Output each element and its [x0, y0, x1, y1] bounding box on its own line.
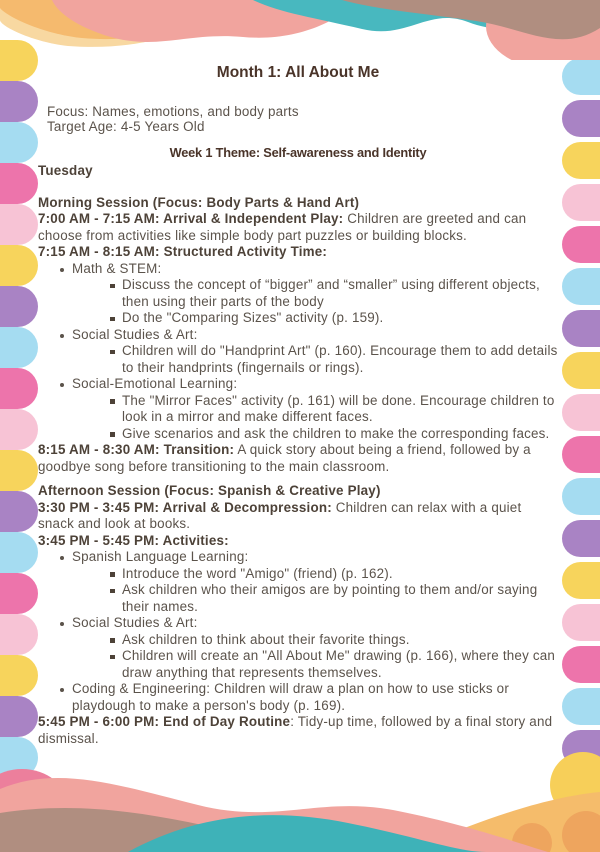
afternoon-activity-list	[38, 549, 558, 714]
bullet-label: Social-Emotional Learning:	[72, 376, 238, 391]
left-pill	[0, 286, 38, 327]
left-pill	[0, 409, 38, 450]
left-pill	[0, 245, 38, 286]
salmon-bottom-wave-shape	[0, 778, 548, 852]
afternoon-arrival-text: Children can relax with a quiet snack and look at books.	[38, 499, 522, 531]
end-of-day-paragraph	[38, 714, 558, 747]
end-of-day-text: : Tidy-up time, followed by a final story and dismissal.	[38, 714, 553, 746]
yellow-circle-shape	[550, 752, 600, 818]
left-pill	[0, 573, 38, 614]
transition-time-label: 8:15 AM - 8:30 AM: Transition:	[38, 442, 235, 457]
morning-arrival-text: Children are greeted and can choose from activities like simple body part puzzles or building blocks.	[38, 211, 527, 243]
focus-line: Focus: Names, emotions, and body parts	[47, 104, 299, 119]
list-item: Ask children who their amigos are by pointing to them and/or saying their names.	[72, 582, 558, 615]
left-pill	[0, 122, 38, 163]
right-pill	[562, 730, 600, 767]
left-pill	[0, 532, 38, 573]
right-pill	[562, 394, 600, 431]
morning-session-section	[38, 195, 558, 476]
morning-arrival-time-label: 7:00 AM - 7:15 AM: Arrival & Independent Play:	[38, 211, 344, 226]
right-pill	[562, 16, 600, 53]
transition-paragraph	[38, 442, 558, 475]
list-item: Children will do "Handprint Art" (p. 160). Encourage them to add details to their handprints (fingernails or rings).	[72, 343, 558, 376]
list-item: Give scenarios and ask the children to make the corresponding faces.	[72, 426, 558, 443]
left-pill	[0, 737, 38, 778]
left-pill	[0, 40, 38, 81]
transition-text: A quick story about being a friend, followed by a goodbye song before transitioning to the main classroom.	[38, 442, 531, 474]
teal-wave-shape	[253, 0, 552, 31]
list-item	[38, 376, 558, 442]
morning-arrival-paragraph	[38, 211, 558, 244]
bullet-label: Social Studies & Art:	[72, 615, 198, 630]
salmon-wave-shape	[52, 0, 358, 42]
left-pill	[0, 81, 38, 122]
afternoon-session-section	[38, 483, 558, 747]
right-pill	[562, 478, 600, 515]
morning-session-heading: Morning Session (Focus: Body Parts & Hand Art)	[38, 194, 360, 210]
right-pill	[562, 646, 600, 683]
target-age-line: Target Age: 4-5 Years Old	[47, 119, 205, 134]
hotpink-blob-shape	[0, 769, 68, 845]
list-item: Introduce the word "Amigo" (friend) (p. 162).	[72, 566, 558, 583]
right-pill	[562, 562, 600, 599]
peach-wave-shape	[0, 0, 228, 39]
right-pill	[562, 58, 600, 95]
left-pill	[0, 614, 38, 655]
orange-circle-shape	[512, 823, 552, 852]
bottom-wave-decoration	[0, 737, 600, 852]
taupe-wave-shape	[342, 0, 600, 39]
activities-heading: 3:45 PM - 5:45 PM: Activities:	[38, 532, 229, 548]
right-pill	[562, 100, 600, 137]
meta-block	[47, 104, 558, 134]
list-item	[38, 549, 558, 615]
right-pill	[562, 352, 600, 389]
list-item: Do the "Comparing Sizes" activity (p. 159).	[72, 310, 558, 327]
left-pill	[0, 450, 38, 491]
right-pill	[562, 184, 600, 221]
day-heading: Tuesday	[38, 163, 93, 178]
list-item	[38, 261, 558, 327]
taupe-bottom-wave-shape	[0, 808, 352, 852]
amber-wave-shape	[386, 792, 600, 852]
list-item	[38, 615, 558, 681]
afternoon-arrival-time-label: 3:30 PM - 3:45 PM: Arrival & Decompression:	[38, 499, 332, 515]
top-wave-decoration	[0, 0, 600, 60]
list-item: Ask children to think about their favorite things.	[72, 632, 558, 649]
list-item	[38, 327, 558, 377]
right-pill	[562, 688, 600, 725]
page-title: Month 1: All About Me	[216, 64, 380, 81]
afternoon-arrival-paragraph	[38, 500, 558, 533]
left-pill	[0, 163, 38, 204]
bullet-label: Coding & Engineering: Children will draw a plan on how to use sticks or playdough to make a person's body (p. 169).	[72, 681, 509, 713]
left-pill	[0, 491, 38, 532]
peach-light-wave-shape	[0, 0, 240, 47]
left-pill	[0, 327, 38, 368]
bullet-label: Math & STEM:	[72, 260, 162, 276]
orange-circle-shape	[562, 811, 600, 852]
right-pill	[562, 604, 600, 641]
list-item: The "Mirror Faces" activity (p. 161) will be done. Encourage children to look in a mirror and make different faces.	[72, 393, 558, 426]
morning-activity-list	[38, 261, 558, 443]
list-item: Children will create an "All About Me" drawing (p. 166), where they can draw anything that represents themselves.	[72, 648, 558, 681]
structured-activity-heading: 7:15 AM - 8:15 AM: Structured Activity Time:	[38, 244, 328, 259]
list-item: Discuss the concept of “bigger” and “smaller” using different objects, then using their parts of the body	[72, 277, 558, 310]
afternoon-session-heading: Afternoon Session (Focus: Spanish & Creative Play)	[38, 483, 381, 498]
right-pill	[562, 436, 600, 473]
curriculum-page	[38, 64, 558, 747]
bullet-label: Social Studies & Art:	[72, 326, 198, 342]
list-item	[38, 681, 558, 714]
bullet-label: Spanish Language Learning:	[72, 549, 249, 564]
left-pill	[0, 368, 38, 409]
teal-bottom-wave-shape	[128, 815, 486, 852]
right-pill	[562, 310, 600, 347]
left-pill	[0, 655, 38, 696]
salmon-blob-shape	[486, 0, 600, 60]
right-pill	[562, 142, 600, 179]
week-theme-heading: Week 1 Theme: Self-awareness and Identity	[169, 145, 427, 160]
right-pill	[562, 226, 600, 263]
right-pill	[562, 268, 600, 305]
left-pill	[0, 696, 38, 737]
end-of-day-time-label: 5:45 PM - 6:00 PM: End of Day Routine	[38, 714, 291, 729]
left-pill	[0, 204, 38, 245]
right-pill	[562, 520, 600, 557]
